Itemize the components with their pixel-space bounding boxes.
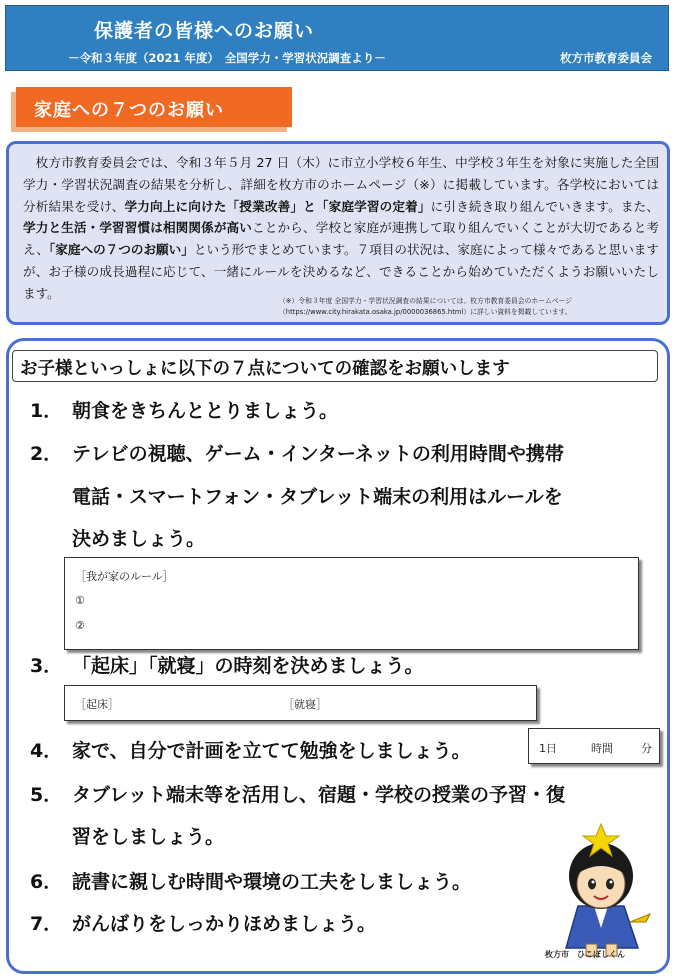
rule-line-1: ① (75, 594, 85, 607)
list-item-continuation: 決めましょう。 (72, 528, 206, 550)
household-rule-box[interactable] (64, 557, 639, 650)
list-item: 3． 「起床」「就寝」の時刻を決めましょう。 (30, 655, 424, 677)
list-item: 6． 読書に親しむ時間や環境の工夫をしましょう。 (30, 871, 472, 893)
list-item: 1． 朝食をきちんととりましょう。 (30, 400, 339, 422)
list-item: 7． がんばりをしっかりほめましょう。 (30, 913, 377, 935)
rule-line-2: ② (75, 619, 85, 632)
list-item: 4． 家で、自分で計画を立てて勉強をしましょう。 (30, 740, 471, 762)
list-item-continuation: 習をしましょう。 (72, 826, 225, 848)
page-subtitle: －令和３年度（2021 年度） 全国学力・学習状況調査より－ (68, 51, 386, 65)
organization-name: 枚方市教育委員会 (560, 51, 652, 65)
sleep-label: ［就寝］ (283, 698, 327, 711)
mascot-label: 枚方市 ひこぼしくん (545, 950, 625, 959)
intro-panel (6, 141, 670, 325)
rule-box-title: ［我が家のルール］ (75, 570, 174, 583)
hour-label: 時間 (591, 742, 613, 755)
page-header (5, 5, 669, 71)
intro-text: 枚方市教育委員会では、令和３年５月 27 日（木）に市立小学校６年生、中学校３年生を対象に実施した全国学力・学習状況調査の結果を分析し、詳細を枚方市のホームページ（※）に掲載しています。各学校においては分析結果を受け、学力向上に向けた「授業改善」と「家庭学習の定着」に引き続き取り組んでいきます。また、学力と生活・学習習慣は相関関係が高いことから、学校と家庭が連携して取り組んでいくことが大切であると考え、「家庭への７つのお願い」という形でまとめています。７項目の状況は、家庭によって様々であると思いますが、お子様の成長過程に応じて、一緒にルールを決めるなど、できることから始めていただくようお願いいたします。 (23, 155, 660, 301)
wake-label: ［起床］ (75, 698, 119, 711)
wake-sleep-box[interactable] (64, 685, 537, 721)
confirmation-prompt: お子様といっしょに以下の７点についての確認をお願いします (12, 350, 658, 382)
list-item-continuation: 電話・スマートフォン・タブレット端末の利用はルールを (72, 486, 563, 508)
section-tab (16, 87, 292, 127)
minute-label: 分 (641, 742, 652, 755)
day-label: 1日 (539, 742, 557, 755)
list-item: 2． テレビの視聴、ゲーム・インターネットの利用時間や携帯 (30, 443, 564, 465)
study-time-box[interactable] (528, 728, 660, 764)
section-tab-label: 家庭への７つのお願い (34, 100, 224, 121)
footnote: （※）令和３年度 全国学力・学習状況調査の結果については、枚方市教育委員会のホームページ （https://www.city.hirakata.osaka.jp/0000036865.html）に詳しい資料を掲載しています。 (279, 297, 573, 316)
mascot-image (546, 818, 656, 968)
list-item: 5． タブレット端末等を活用し、宿題・学校の授業の予習・復 (30, 784, 566, 806)
page-title: 保護者の皆様へのお願い (94, 20, 315, 42)
